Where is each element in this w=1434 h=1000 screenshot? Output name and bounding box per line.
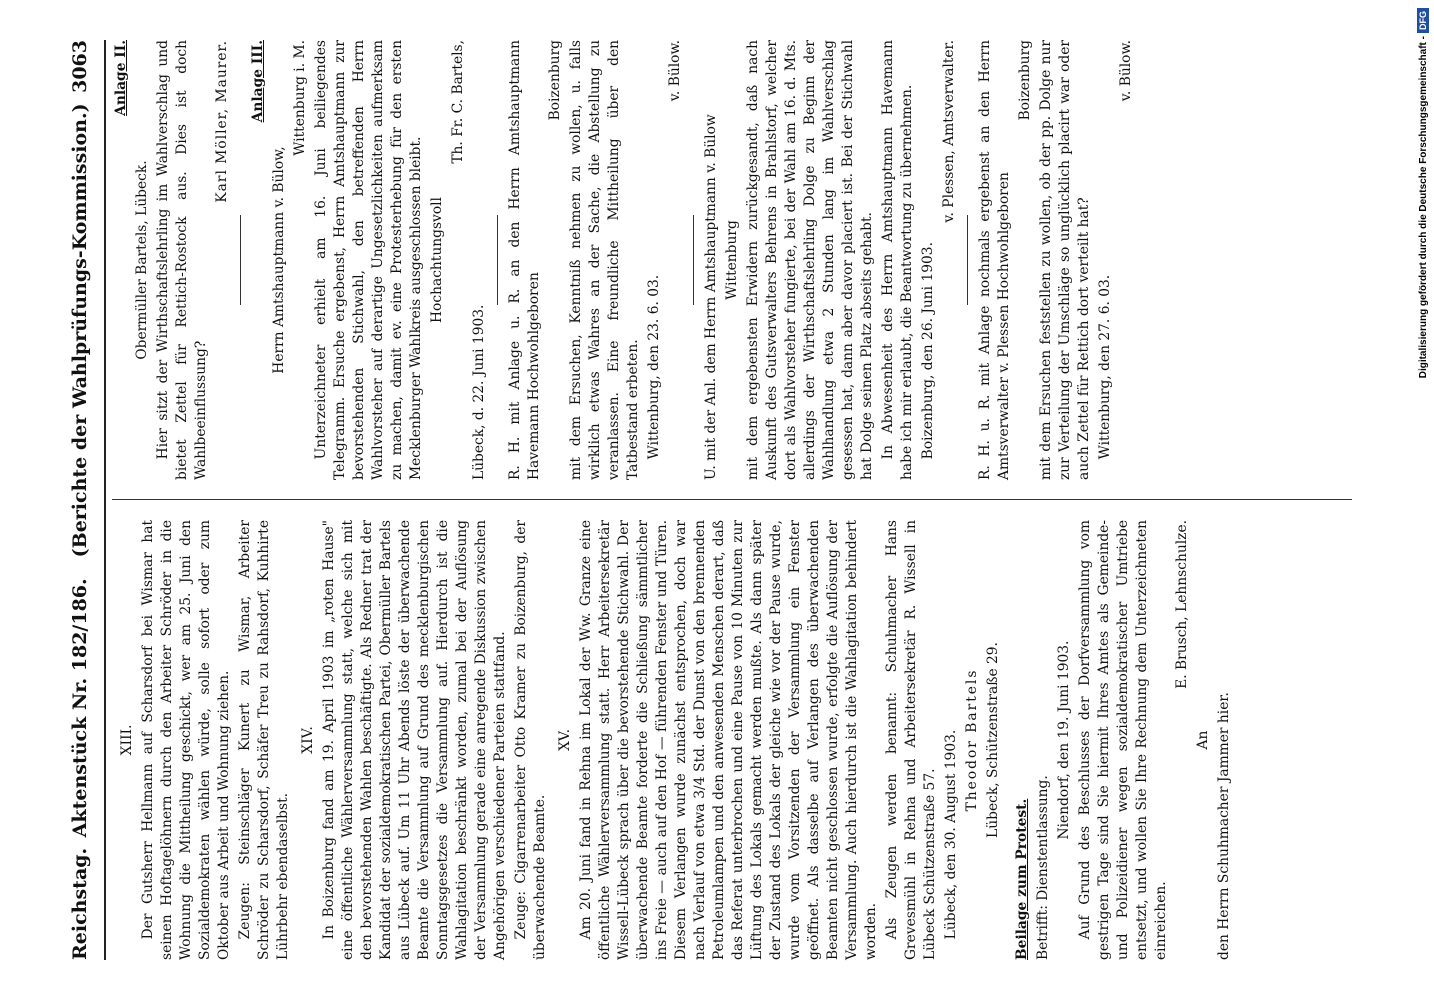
- address-line: Herrn Amtshauptmann v. Bülow,: [271, 146, 287, 374]
- header-reichstag: Reichstag.: [69, 847, 91, 960]
- address-line: Wittenburg i. M.: [292, 40, 308, 156]
- closing: Hochachtungsvoll: [429, 197, 445, 323]
- paragraph: Auf Grund des Beschlusses der Dorfversammlung vom gestrigen Tage sind Sie hiermit Ihres Amtes als Gemeinde- und Polizeidiener wegen sozialdemokratischer Umtriebe entsetzt, und wollen Sie Ihre Rechnung dem Unterzeichneten einreichen.: [1077, 520, 1169, 960]
- column-divider: [112, 499, 1352, 500]
- page-number: 3063: [69, 40, 91, 93]
- section-heading: XIV.: [300, 726, 316, 754]
- page-header: [60, 40, 100, 960]
- routing-head: R. H. mit Anlage u. R. an den Herrn Amtshauptmann Havemann Hochwohlgeboren: [507, 40, 542, 480]
- signature: v. Bülow.: [1118, 40, 1134, 102]
- signature: Karl Möller, Maurer.: [214, 40, 230, 203]
- betrifft-line: Betrifft: Dienstentlassung.: [1035, 775, 1051, 960]
- separator: [693, 215, 694, 305]
- signature: Th. Fr. C. Bartels,: [450, 40, 466, 164]
- date-line: Lübeck, den 30. August 1903.: [943, 729, 959, 940]
- section-heading: XV.: [557, 728, 573, 752]
- date-line: Boizenburg, den 26. Juni 1903.: [920, 242, 936, 460]
- dfg-logo: DFG: [1417, 8, 1429, 33]
- address-recipient: den Herrn Schuhmacher Jammer hier.: [1216, 692, 1232, 960]
- section-heading: XIII.: [119, 724, 135, 756]
- address-line: Obermüller Bartels, Lübeck.: [134, 160, 150, 360]
- credit-text: Digitalisierung gefördert durch die Deutsche Forschungsgemeinschaft -: [1418, 36, 1429, 379]
- paragraph: mit dem Ersuchen, Kenntniß nehmen zu wollen, u. falls wirklich etwas Wahres an der Sache, die Abstellung zu veranlassen. Eine freundliche Mittheilung über den Tatbestand erbeten.: [568, 40, 641, 480]
- paragraph: Hier sitzt der Wirthschaftslehrling im Wahlverschlag und bietet Zettel für Rettich-Rostock aus. Dies ist doch Wahlbeeinflussung?: [155, 40, 209, 480]
- signature-name: Theodor Bartels: [964, 668, 980, 812]
- header-title: (Berichte der Wahlprüfungs-Kommission.): [69, 103, 91, 558]
- header-rule: [104, 40, 106, 960]
- date-line: Niendorf, den 19. Juni 1903.: [1056, 640, 1072, 840]
- paragraph: Der Gutsherr Hellmann auf Scharsdorf bei Wismar hat seinen Hoftagelöhnern durch den Arbeiter Schröder in die Wohnung die Mittheilung geschickt, wer am 25. Juni den Sozialdemokraten wählen würde, solle sofort oder zum Oktober aus Arbeit und Wohnung ziehen.: [140, 520, 232, 960]
- left-column: [112, 520, 1236, 960]
- date-line: Lübeck, d. 22. Juni 1903.: [471, 304, 487, 480]
- paragraph: In Boizenburg fand am 19. April 1903 im „roten Hause" eine öffentliche Wählerversammlung statt, welche sich mit den bevorstehenden Wahlen beschäftigte. Als Redner trat der Kandidat der sozialdemokratischen Partei, Obermüller Bartels aus Lübeck auf. Um 11 Uhr Abends löste der überwachende Beamte die Versammlung auf Grund des mecklenburgischen Sonntagsgesetzes die Versammlung auf. Hierdurch ist die Wahlagitation beschränkt worden, zumal bei der Auflösung der Versammlung gerade eine anregende Diskussion zwischen Angehörigen verschiedener Parteien stattfand.: [321, 520, 508, 960]
- address-an: An: [1195, 730, 1211, 750]
- anlage-heading: Anlage II.: [113, 40, 129, 116]
- paragraph: Als Zeugen werden benannt: Schuhmacher Hans Grevesmühl in Rehna und Arbeitersekretär R. Wissell in Lübeck Schützenstraße 57.: [884, 520, 938, 960]
- place-line: Wittenburg: [724, 220, 740, 300]
- paragraph: In Abwesenheit des Herrn Amtshauptmann Havemann habe ich mir erlaubt, die Beantwortung zu übernehmen.: [880, 40, 915, 480]
- routing-head: U. mit der Anl. dem Herrn Amtshauptmann v. Bülow: [703, 114, 719, 480]
- separator: [497, 215, 498, 305]
- place-line: Boizenburg: [1017, 40, 1033, 121]
- beilage-heading: Beilage zum Protest.: [1014, 798, 1030, 960]
- signature: v. Bülow.: [667, 40, 683, 102]
- separator: [240, 215, 241, 305]
- separator: [967, 215, 968, 305]
- digitization-credit: [1415, 8, 1433, 992]
- paragraph: Zeuge: Cigarrenarbeiter Otto Kramer zu Boizenburg, der überwachende Beamte.: [513, 520, 548, 960]
- paragraph: Am 20. Juni fand in Rehna im Lokal der Ww. Granze eine öffentliche Wählerversammlung statt. Herr Arbeitersekretär Wissell-Lübeck sprach über die bevorstehende Stichwahl. Der überwachende Beamte forderte die Schließung sämmtlicher ins Freie — auch auf den Hof — führenden Fenster und Türen. Diesem Verlangen wurde zunächst entsprochen, doch war nach Verlauf von etwa 3/4 Std. der Dunst von den brennenden Petroleumlampen und den anwesenden Menschen derart, daß das Referat unterbrochen und eine Pause von 10 Minuten zur Lüftung des Lokals gemacht werden mußte. Als dann später der Zustand des Lokals der gleiche wie vor der Pause wurde, wurde vom Vorsitzenden der Versammlung ein Fenster geöffnet. Als dasselbe auf Verlangen des überwachenden Beamten nicht geschlossen wurde, erfolgte die Auflösung der Versammlung. Auch hierdurch ist die Wahlagitation behindert worden.: [578, 520, 879, 960]
- paragraph: Zeugen: Steinschläger Kunert zu Wismar, Arbeiter Schröder zu Scharsdorf, Schäfer Treu zu Rahsdorf, Kuhhirte Lührbehr ebendaselbst.: [237, 520, 291, 960]
- date-line: Wittenburg, den 27. 6. 03.: [1097, 274, 1113, 460]
- anlage-heading: Anlage III.: [250, 40, 266, 123]
- place-line: Boizenburg: [547, 40, 563, 121]
- routing-head: R. H. u. R. mit Anlage nochmals ergebenst an den Herrn Amtsverwalter v. Plessen Hochwohlgeboren: [977, 40, 1012, 480]
- signature: E. Brusch, Lehnschulze.: [1174, 520, 1190, 689]
- header-aktenstueck: Aktenstück Nr. 182/186.: [69, 578, 91, 838]
- date-line: Wittenburg, den 23. 6. 03.: [646, 274, 662, 460]
- paragraph: mit dem ergebensten Erwidern zurückgesandt, daß nach Auskunft des Gutsverwalters Behrens in Brahlstorf, welcher dort als Wahlvorsteher fungierte, bei der Wahl am 16. d. Mts. allerdings der Wirthschaftslehrling Dolge zu Beginn der Wahlhandlung etwa 2 Stunden lang im Wahlverschlag gesessen hat, dann aber davor placiert ist. Bei der Stichwahl hat Dolge seinen Platz abseits gehabt.: [745, 40, 875, 480]
- paragraph: mit dem Ersuchen feststellen zu wollen, ob der pp. Dolge nur zur Verteilung der Umschläge so unglücklich placirt war oder auch Zettel für Rettich dort verteilt hat?: [1038, 40, 1092, 480]
- right-column: [112, 40, 1138, 480]
- signature: v. Plessen, Amtsverwalter.: [941, 40, 957, 223]
- paragraph: Unterzeichneter erhielt am 16. Juni beiliegendes Telegramm. Ersuche ergebenst, Herrn Amtshauptmann zur bevorstehenden Stichwahl, den betreffenden Herrn Wahlvorsteher auf derartige Ungesetzlichkeiten aufmerksam zu machen, damit ev. eine Protesterhebung für den ersten Mecklenburger Wahlkreis ausgeschlossen bleibt.: [313, 40, 424, 480]
- signature-address: Lübeck, Schützenstraße 29.: [985, 642, 1001, 838]
